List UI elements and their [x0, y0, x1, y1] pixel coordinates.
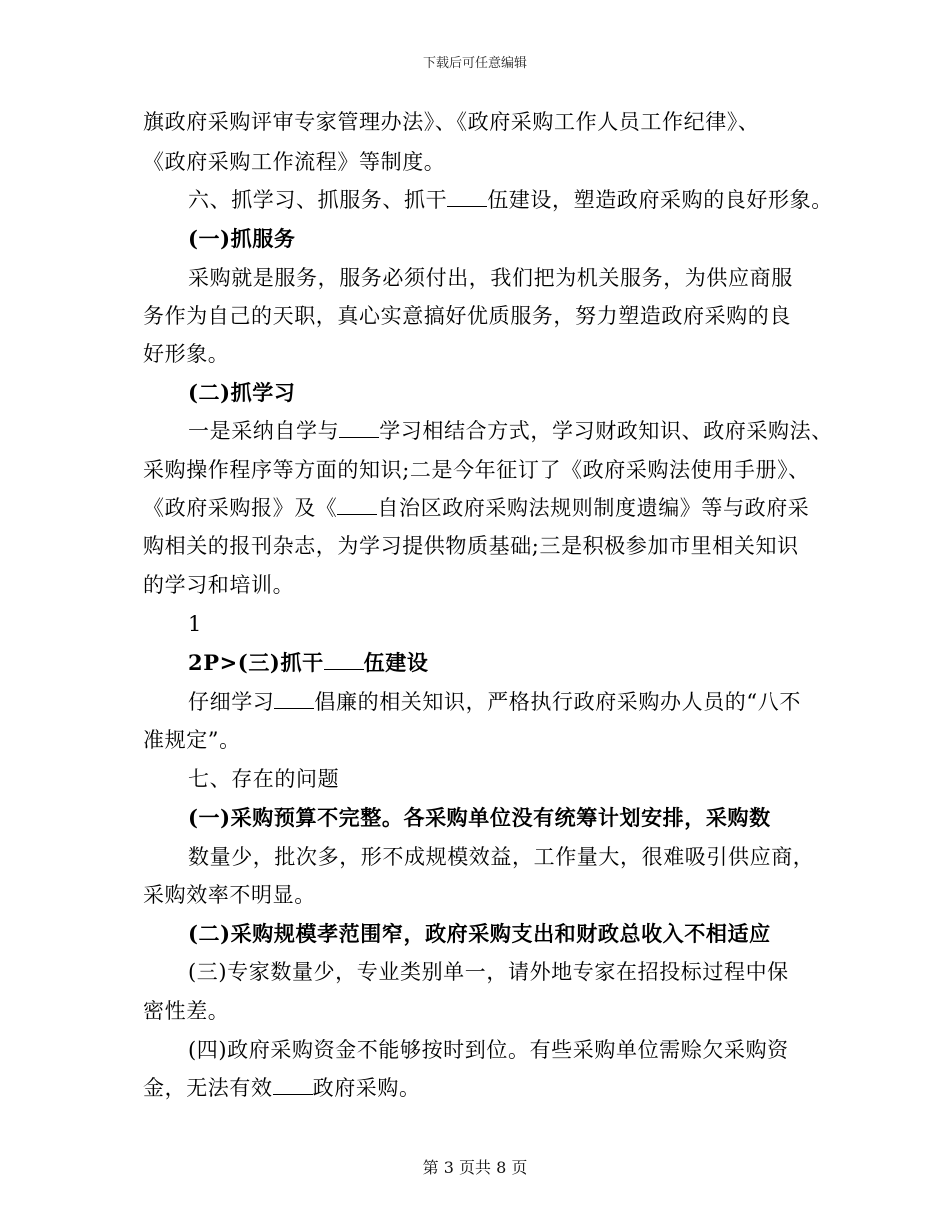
section-heading: (二)采购规模孝范围窄，政府采购支出和财政总收入不相适应 [188, 921, 771, 946]
body-line: 采购就是服务，服务必须付出，我们把为机关服务，为供应商服 [188, 266, 793, 290]
section-heading: (二)抓学习 [188, 380, 296, 405]
section-heading [188, 649, 428, 677]
line-text: 自治区政府采购法规则制度遗编》等与政府采 [377, 496, 810, 520]
body-line [143, 1074, 421, 1102]
body-line: 务作为自己的天职，真心实意搞好优质服务，努力塑造政府采购的良 [143, 304, 791, 328]
body-line: (三)专家数量少，专业类别单一，请外地专家在招投标过程中保 [188, 960, 789, 984]
line-text: 仔细学习 [188, 690, 275, 714]
line-text: 倡廉的相关知识，严格执行政府采购办人员的“八不 [314, 690, 801, 714]
section-heading: 七、存在的问题 [188, 767, 340, 791]
page-number-inline: 1 [188, 612, 202, 636]
body-line: 《政府采购工作流程》等制度。 [143, 150, 446, 174]
body-line: 数量少，批次多，形不成规模效益，工作量大，很难吸引供应商， [188, 845, 815, 869]
line-text: 伍建设 [363, 650, 429, 675]
line-text: 伍建设，塑造政府采购的良好形象。 [487, 188, 833, 212]
line-text: 六、抓学习、抓服务、抓干 [188, 188, 448, 212]
body-line: 采购操作程序等方面的知识;二是今年征订了《政府采购法使用手册》、 [143, 458, 810, 482]
blank-underline [273, 1074, 313, 1095]
blank-underline [337, 494, 377, 515]
body-line: 准规定”。 [143, 728, 241, 752]
line-text: 2P>(三)抓干 [188, 650, 324, 675]
body-line [188, 417, 833, 445]
line-text: 《政府采购报》及《 [143, 496, 338, 520]
line-text: 学习相结合方式，学习财政知识、政府采购法、 [379, 419, 833, 443]
body-line: 的学习和培训。 [143, 573, 295, 597]
body-line [143, 494, 809, 522]
body-line: 密性差。 [143, 999, 230, 1023]
header-note: 下载后可任意编辑 [422, 56, 527, 71]
body-line: 好形象。 [143, 342, 230, 366]
line-text: 一是采纳自学与 [188, 419, 340, 443]
blank-underline [447, 186, 487, 207]
blank-underline [339, 417, 379, 438]
blank-underline [324, 649, 364, 670]
section-heading: (一)采购预算不完整。各采购单位没有统筹计划安排，采购数 [188, 805, 771, 830]
body-line: 采购效率不明显。 [143, 883, 316, 907]
body-line: 旗政府采购评审专家管理办法》、《政府采购工作人员工作纪律》、 [143, 110, 760, 134]
blank-underline [274, 688, 314, 709]
line-text: 政府采购。 [312, 1076, 421, 1100]
body-line: 购相关的报刊杂志，为学习提供物质基础;三是积极参加市里相关知识 [143, 534, 799, 558]
line-text: 金，无法有效 [143, 1076, 273, 1100]
page-footer: 第 3 页共 8 页 [422, 1158, 528, 1177]
body-line [188, 186, 833, 214]
body-line [188, 688, 801, 716]
section-heading: (一)抓服务 [188, 226, 296, 251]
body-line: (四)政府采购资金不能够按时到位。有些采购单位需赊欠采购资 [188, 1038, 789, 1062]
